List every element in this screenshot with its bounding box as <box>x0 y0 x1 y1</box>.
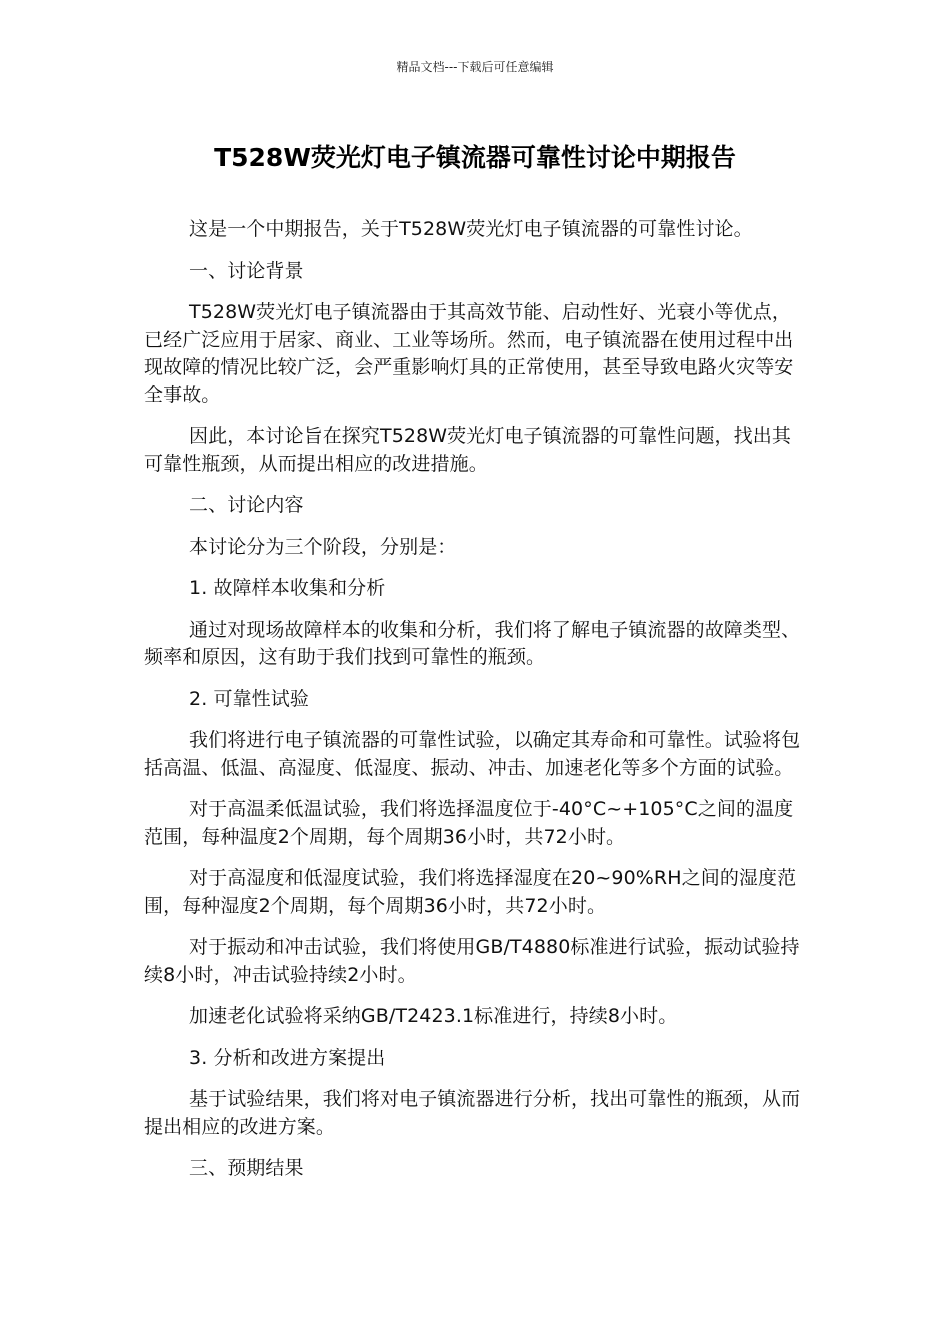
document-body <box>144 216 808 1197</box>
background-paragraph: T528W荧光灯电子镇流器由于其高效节能、启动性好、光衰小等优点，已经广泛应用于居家、商业、工业等场所。然而，电子镇流器在使用过程中出现故障的情况比较广泛，会严重影响灯具的正常使用，甚至导致电路火灾等安全事故。 <box>144 301 794 406</box>
phase-3-paragraph: 基于试验结果，我们将对电子镇流器进行分析，找出可靠性的瓶颈，从而提出相应的改进方案。 <box>144 1088 801 1138</box>
phases-intro-paragraph: 本讨论分为三个阶段，分别是： <box>189 535 457 558</box>
phase-2-heading: 2. 可靠性试验 <box>189 687 309 710</box>
temperature-test-paragraph: 对于高温柔低温试验，我们将选择温度位于-40°C~+105°C之间的温度范围，每种温度2个周期，每个周期36小时，共72小时。 <box>144 798 794 848</box>
section-heading-expected-results: 三、预期结果 <box>189 1157 304 1179</box>
phase-2-paragraph: 我们将进行电子镇流器的可靠性试验，以确定其寿命和可靠性。试验将包括高温、低温、高湿度、低湿度、振动、冲击、加速老化等多个方面的试验。 <box>144 729 801 779</box>
aging-test-paragraph: 加速老化试验将采纳GB/T2423.1标准进行，持续8小时。 <box>189 1005 678 1027</box>
humidity-test-paragraph: 对于高湿度和低湿度试验，我们将选择湿度在20~90%RH之间的湿度范围，每种湿度2个周期，每个周期36小时，共72小时。 <box>144 867 797 917</box>
intro-paragraph: 这是一个中期报告，关于T528W荧光灯电子镇流器的可靠性讨论。 <box>189 218 753 240</box>
section-heading-background: 一、讨论背景 <box>189 259 304 282</box>
phase-3-heading: 3. 分析和改进方案提出 <box>189 1046 386 1069</box>
purpose-paragraph: 因此，本讨论旨在探究T528W荧光灯电子镇流器的可靠性问题，找出其可靠性瓶颈，从而提出相应的改进措施。 <box>144 425 791 475</box>
phase-1-heading: 1. 故障样本收集和分析 <box>189 577 386 599</box>
document-title: T528W荧光灯电子镇流器可靠性讨论中期报告 <box>214 143 736 172</box>
section-heading-content: 二、讨论内容 <box>189 494 304 516</box>
vibration-test-paragraph: 对于振动和冲击试验，我们将使用GB/T4880标准进行试验，振动试验持续8小时，冲击试验持续2小时。 <box>144 936 800 986</box>
phase-1-paragraph: 通过对现场故障样本的收集和分析，我们将了解电子镇流器的故障类型、频率和原因，这有助于我们找到可靠性的瓶颈。 <box>144 618 801 668</box>
header-note: 精品文档---下载后可任意编辑 <box>396 60 554 74</box>
